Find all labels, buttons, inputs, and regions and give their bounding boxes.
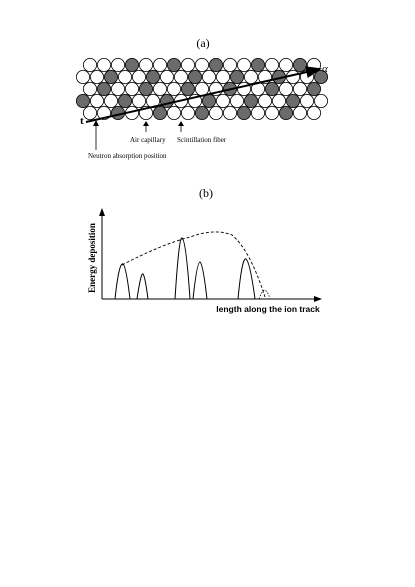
scintillation-fiber <box>237 106 250 119</box>
air-capillary <box>125 82 138 95</box>
scintillation-fiber <box>181 82 194 95</box>
air-capillary <box>244 70 257 83</box>
air-capillary <box>293 106 306 119</box>
air-capillary <box>300 94 313 107</box>
scintillation-fiber <box>265 82 278 95</box>
scintillation-fiber <box>125 58 138 71</box>
air-capillary <box>223 106 236 119</box>
energy-peak <box>238 259 255 299</box>
air-capillary <box>104 94 117 107</box>
y-axis-label: Energy deposition <box>87 223 97 293</box>
scintillation-fiber <box>195 106 208 119</box>
air-capillary <box>111 82 124 95</box>
energy-peak <box>115 264 130 299</box>
air-capillary <box>153 82 166 95</box>
track-end-label: α <box>322 63 328 75</box>
air-capillary <box>272 94 285 107</box>
scintillation-fiber <box>76 94 89 107</box>
air-capillary <box>230 94 243 107</box>
air-capillary <box>258 94 271 107</box>
scintillation-fiber <box>307 82 320 95</box>
scintillation-fiber <box>146 70 159 83</box>
air-capillary <box>216 94 229 107</box>
air-capillary <box>237 58 250 71</box>
air-capillary-label: Air capillary <box>130 136 166 144</box>
fiber-lattice <box>76 58 327 119</box>
air-capillary <box>223 58 236 71</box>
air-capillary <box>83 106 96 119</box>
air-pointer-head <box>143 121 149 126</box>
scintillation-fiber <box>286 94 299 107</box>
air-capillary <box>111 58 124 71</box>
scintillation-fiber <box>153 106 166 119</box>
track-start-label: t <box>80 115 84 127</box>
scintillation-fiber <box>244 94 257 107</box>
air-capillary <box>279 82 292 95</box>
air-capillary <box>181 58 194 71</box>
air-capillary <box>167 82 180 95</box>
air-capillary <box>132 94 145 107</box>
neutron-absorption-label: Neutron absorption position <box>88 152 167 160</box>
energy-peak <box>137 274 148 299</box>
panel-b-label: (b) <box>199 186 213 200</box>
air-capillary <box>181 106 194 119</box>
air-capillary <box>251 106 264 119</box>
air-capillary <box>265 106 278 119</box>
air-capillary <box>90 70 103 83</box>
air-capillary <box>132 70 145 83</box>
air-capillary <box>160 70 173 83</box>
x-axis-label: length along the ion track <box>216 304 320 314</box>
energy-peak <box>175 238 190 299</box>
panel-a-label: (a) <box>196 36 210 50</box>
scintillation-fiber <box>230 70 243 83</box>
energy-peak <box>193 262 207 299</box>
air-capillary <box>118 70 131 83</box>
air-capillary <box>265 58 278 71</box>
air-capillary <box>83 82 96 95</box>
scintillation-fiber <box>202 94 215 107</box>
air-capillary <box>293 82 306 95</box>
scintillation-fiber-label: Scintillation fiber <box>177 136 227 144</box>
air-capillary <box>216 70 229 83</box>
air-capillary <box>174 70 187 83</box>
air-capillary <box>202 70 215 83</box>
scintillation-fiber <box>209 58 222 71</box>
air-capillary <box>314 94 327 107</box>
air-capillary <box>307 106 320 119</box>
air-capillary <box>195 58 208 71</box>
air-capillary <box>139 58 152 71</box>
scintillation-fiber <box>188 70 201 83</box>
air-capillary <box>83 58 96 71</box>
air-capillary <box>76 70 89 83</box>
air-capillary <box>195 82 208 95</box>
air-capillary <box>167 106 180 119</box>
air-capillary <box>279 58 292 71</box>
air-capillary <box>90 94 103 107</box>
air-capillary <box>209 106 222 119</box>
scintillation-fiber <box>167 58 180 71</box>
fiber-pointer-head <box>178 121 184 126</box>
scintillation-fiber <box>97 82 110 95</box>
scintillation-fiber <box>251 58 264 71</box>
scintillation-fiber <box>118 94 131 107</box>
scintillation-fiber <box>104 70 117 83</box>
air-capillary <box>97 58 110 71</box>
scintillation-fiber <box>279 106 292 119</box>
scintillation-fiber <box>139 82 152 95</box>
air-capillary <box>153 58 166 71</box>
energy-envelope <box>122 232 265 297</box>
scintillation-fiber <box>293 58 306 71</box>
